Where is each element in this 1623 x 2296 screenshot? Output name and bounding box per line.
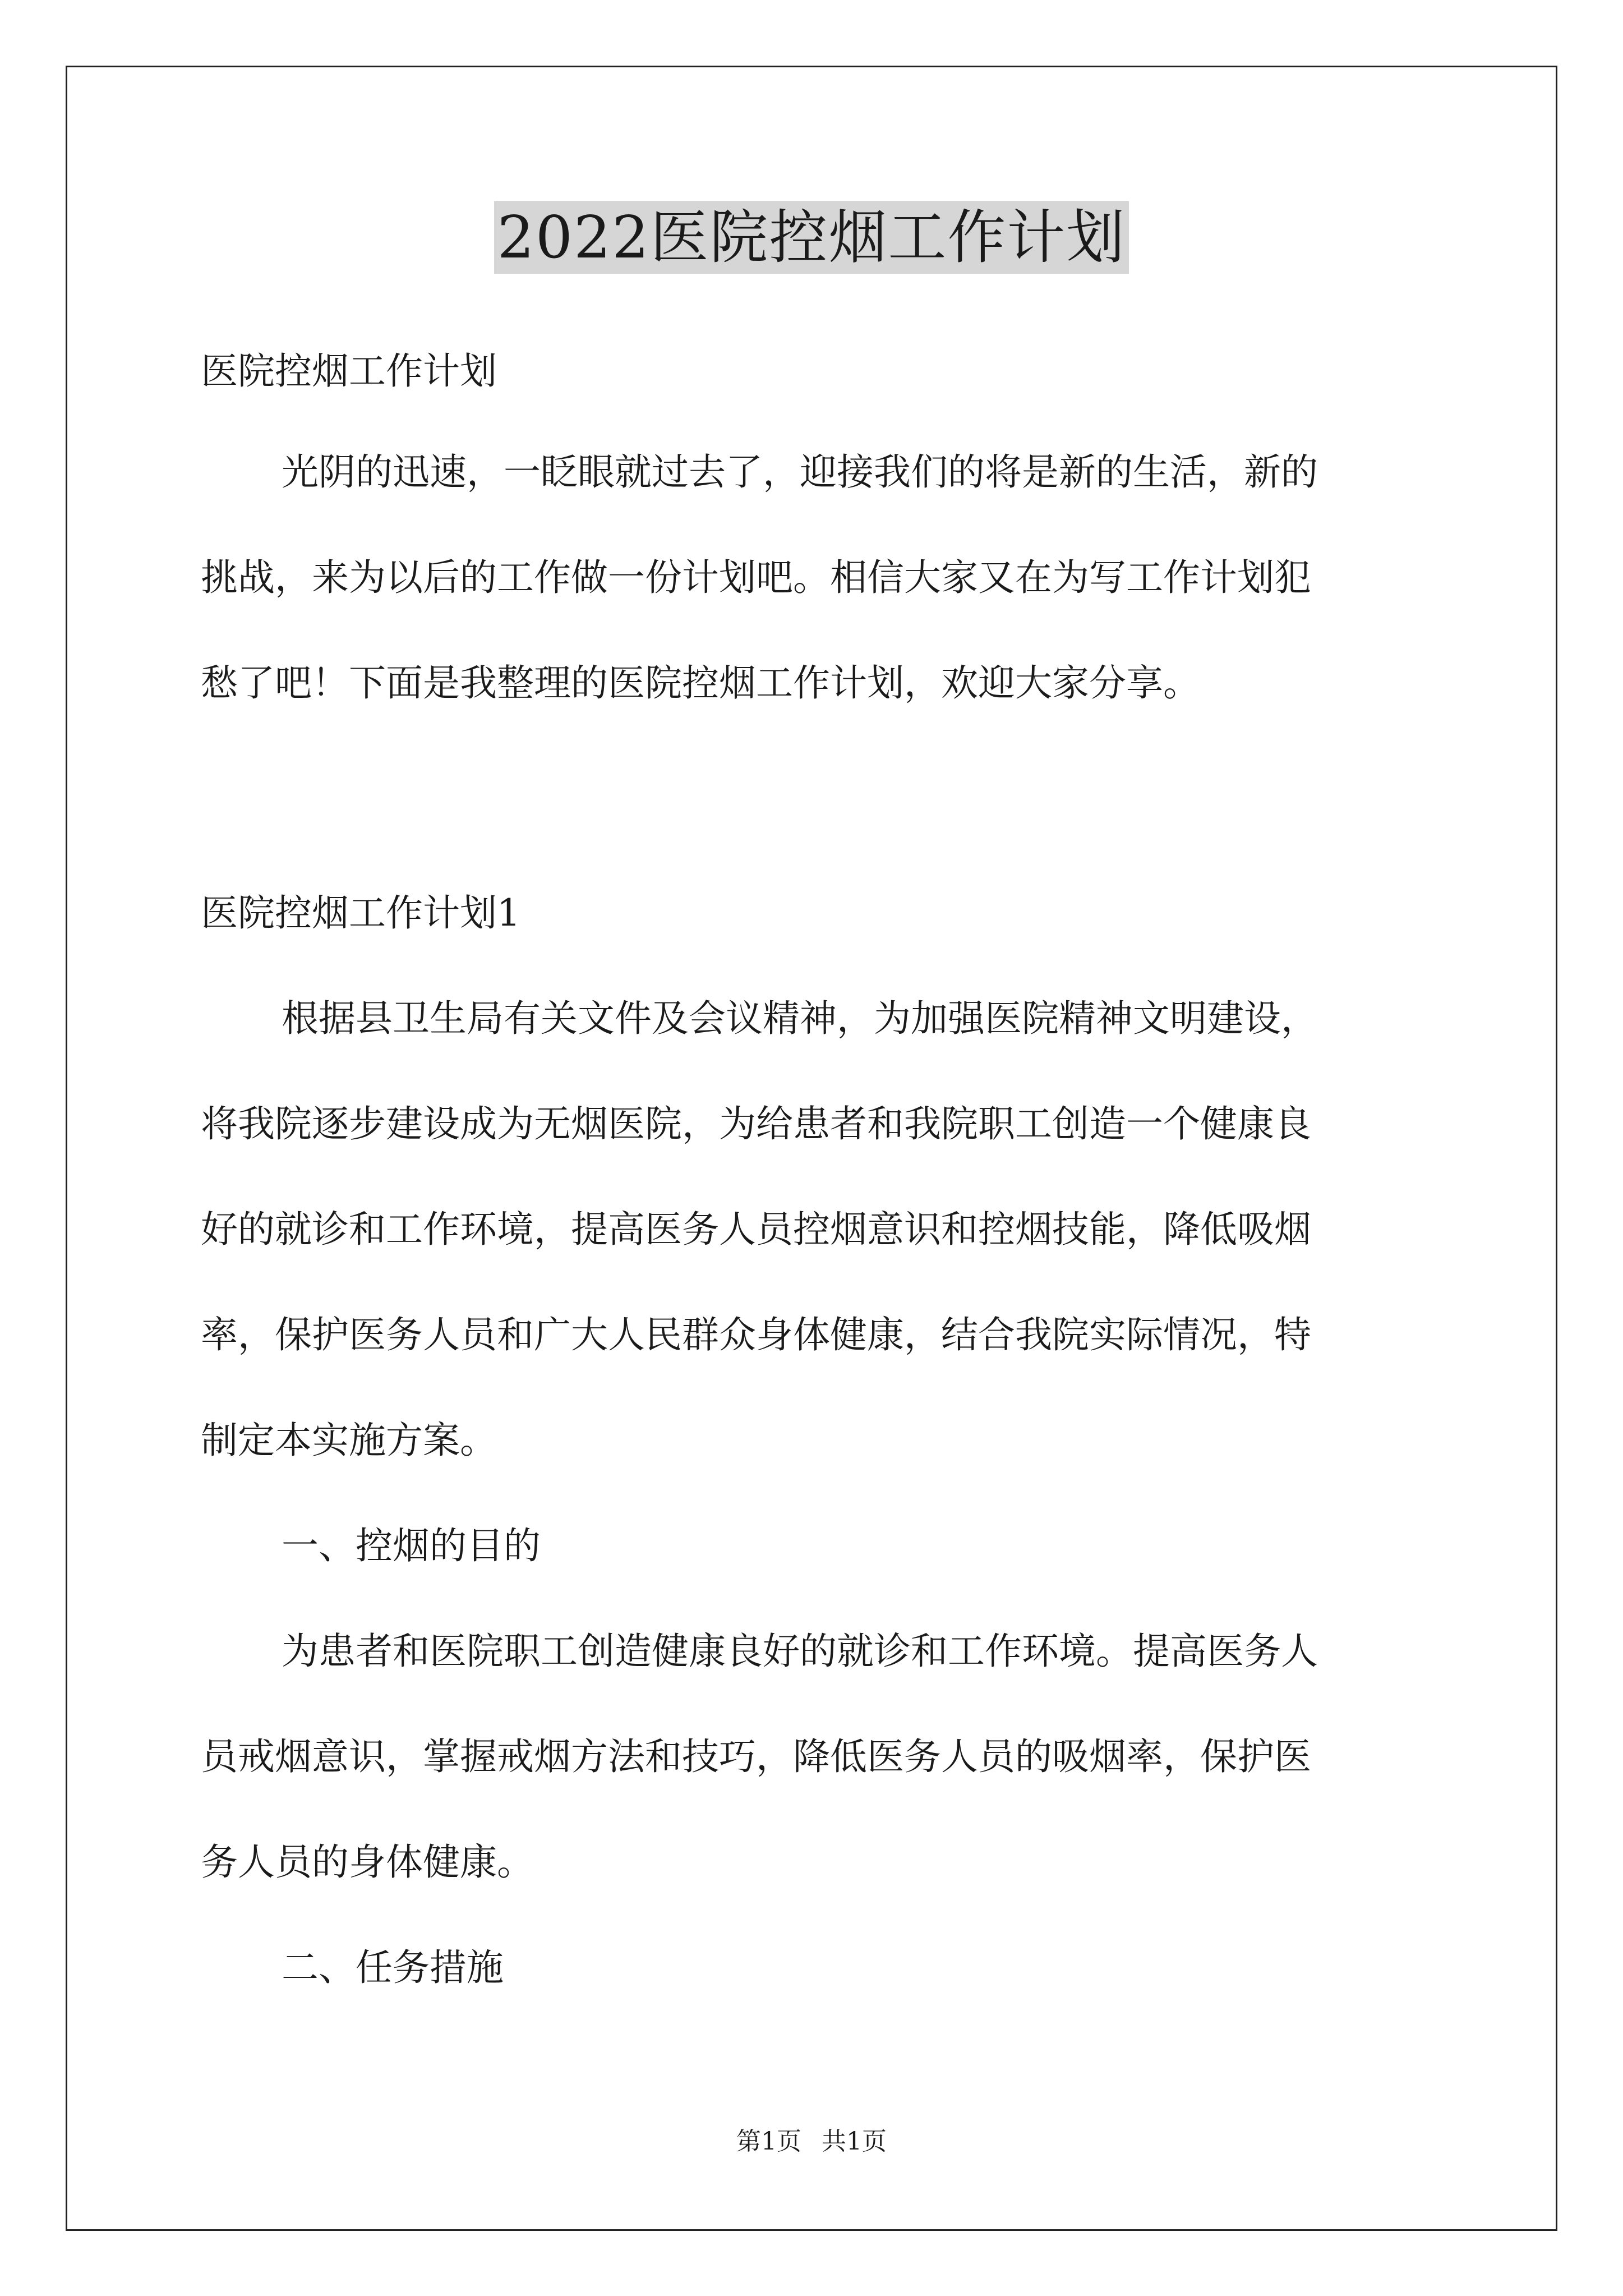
para2-line-2: 员戒烟意识，掌握戒烟方法和技巧，降低医务人员的吸烟率，保护医 [201, 1735, 1311, 1778]
para1-line-1: 根据县卫生局有关文件及会议精神，为加强医院精神文明建设， [282, 997, 1318, 1040]
intro-line-1: 光阴的迅速，一眨眼就过去了，迎接我们的将是新的生活，新的 [282, 450, 1318, 494]
page-footer [0, 2126, 1623, 2157]
para1-line-2: 将我院逐步建设成为无烟医院，为给患者和我院职工创造一个健康良 [201, 1102, 1311, 1145]
para1-line-5: 制定本实施方案。 [201, 1419, 497, 1462]
heading-plan-1: 医院控烟工作计划1 [201, 891, 520, 935]
heading-plan: 医院控烟工作计划 [201, 349, 497, 393]
title-container [0, 201, 1623, 274]
para1-line-4: 率，保护医务人员和广大人民群众身体健康，结合我院实际情况，特 [201, 1313, 1311, 1356]
intro-line-2: 挑战，来为以后的工作做一份计划吧。相信大家又在为写工作计划犯 [201, 556, 1311, 599]
section-heading-2: 二、任务措施 [282, 1946, 504, 1989]
para1-line-3: 好的就诊和工作环境，提高医务人员控烟意识和控烟技能，降低吸烟 [201, 1208, 1311, 1251]
section-heading-1: 一、控烟的目的 [282, 1524, 541, 1567]
page-total: 共1页 [822, 2127, 887, 2156]
para2-line-3: 务人员的身体健康。 [201, 1841, 534, 1884]
page-number: 第1页 [736, 2127, 801, 2156]
intro-line-3: 愁了吧！下面是我整理的医院控烟工作计划，欢迎大家分享。 [201, 661, 1200, 705]
document-title: 2022医院控烟工作计划 [494, 201, 1129, 274]
para2-line-1: 为患者和医院职工创造健康良好的就诊和工作环境。提高医务人 [282, 1630, 1318, 1673]
